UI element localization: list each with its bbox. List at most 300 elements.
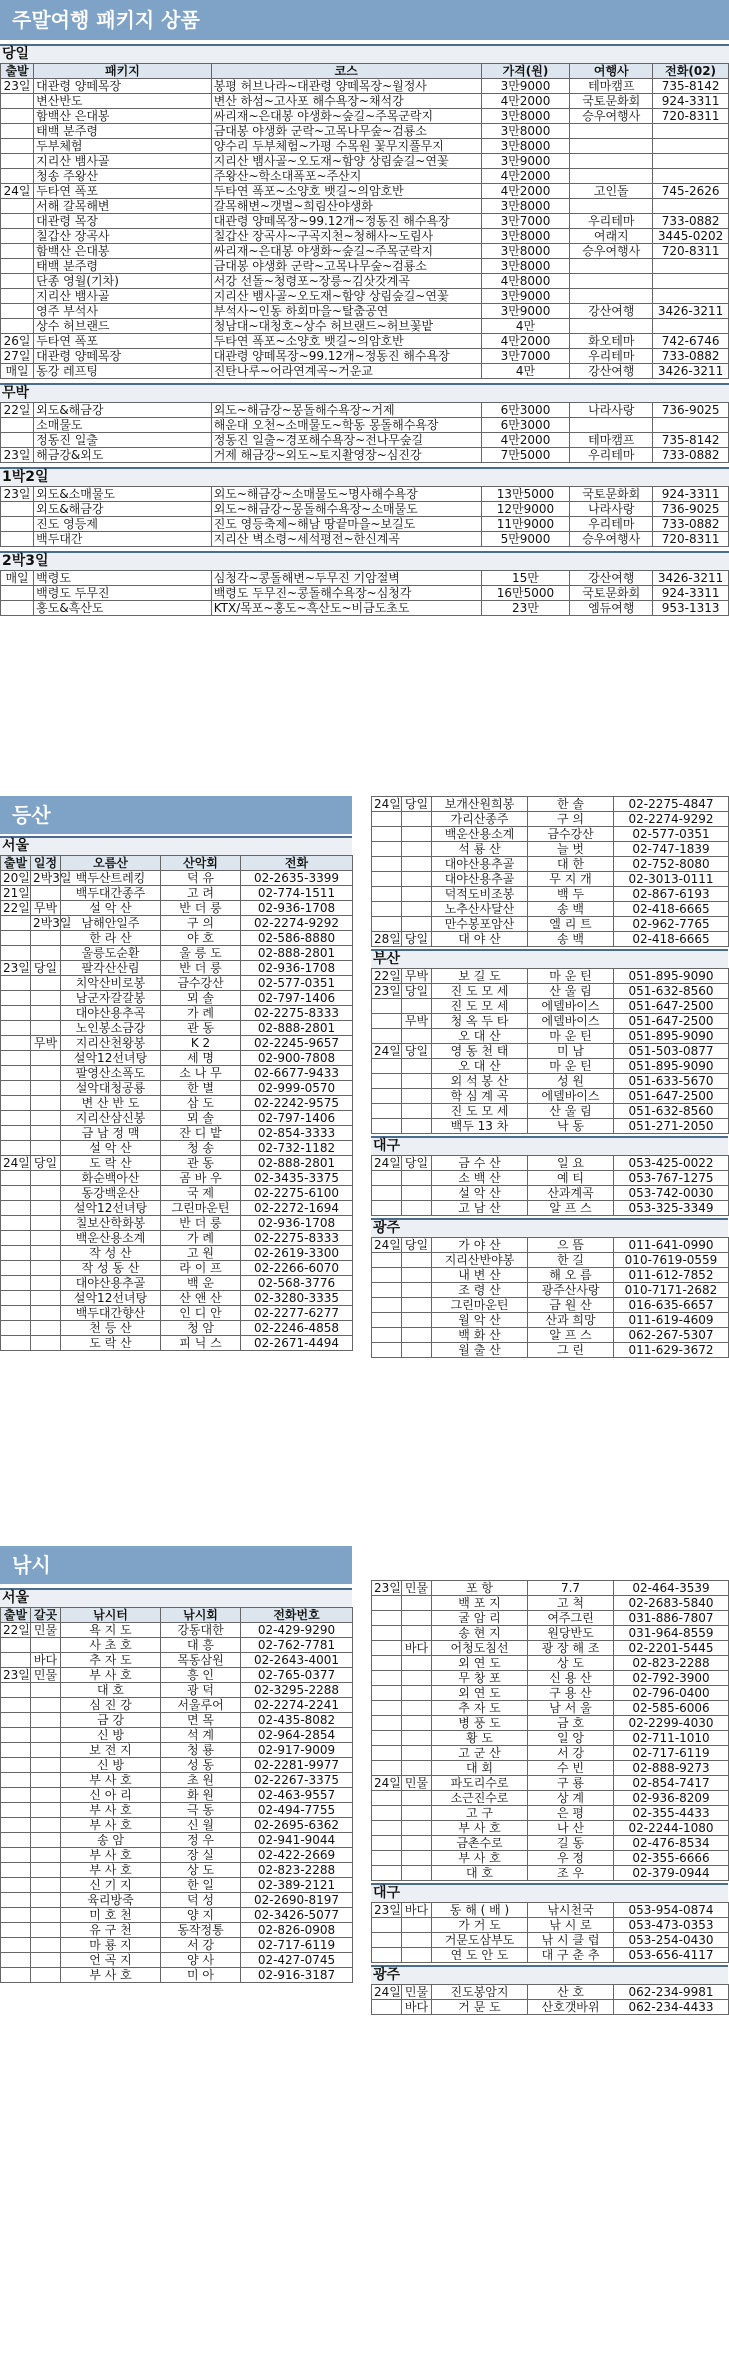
fishing-club: 산 호 <box>528 1985 614 2000</box>
departure-day <box>372 999 402 1014</box>
agency: 고인돌 <box>570 184 653 199</box>
club: 산과 희망 <box>528 1313 614 1328</box>
departure-day <box>372 1731 402 1746</box>
phone: 02-2242-9575 <box>241 1096 353 1111</box>
schedule <box>31 946 61 961</box>
schedule: 당일 <box>31 1156 61 1171</box>
fishing-club: 면 목 <box>161 1713 241 1728</box>
schedule: 당일 <box>402 984 432 999</box>
departure-day: 23일 <box>1 1668 31 1683</box>
course: 심청각~콩돌해변~두무진 기암절벽 <box>211 571 481 586</box>
hiking-row <box>372 797 729 812</box>
departure-day <box>1 304 34 319</box>
mountain: 소 백 산 <box>432 1171 528 1186</box>
hiking-row <box>1 1126 353 1141</box>
departure-day <box>1 532 34 547</box>
destination-type: 바다 <box>402 1641 432 1656</box>
fishing-spot: 부 사 호 <box>432 1821 528 1836</box>
fishing-row <box>372 1933 729 1948</box>
departure-day <box>1 1006 31 1021</box>
hiking-row <box>1 916 353 931</box>
phone: 02-999-0570 <box>241 1081 353 1096</box>
club: 에델바이스 <box>528 1089 614 1104</box>
mountain: 만수봉포암산 <box>432 917 528 932</box>
departure-day: 24일 <box>1 1156 31 1171</box>
fishing-club: 낚시천국 <box>528 1903 614 1918</box>
price: 7만5000 <box>481 448 570 463</box>
course: 청남대~대청호~상수 허브랜드~허브꽃밭 <box>211 319 481 334</box>
phone: 735-8142 <box>653 79 729 94</box>
schedule: 당일 <box>31 961 61 976</box>
phone: 053-656-4117 <box>614 1948 729 1963</box>
club: 한 별 <box>161 1081 241 1096</box>
phone: 053-954-0874 <box>614 1903 729 1918</box>
departure-day <box>1 1683 31 1698</box>
destination-type <box>402 1626 432 1641</box>
fishing-row <box>372 1806 729 1821</box>
mountain: 백운산용소계 <box>61 1231 161 1246</box>
fishing-club: 정 우 <box>161 1833 241 1848</box>
fishing-spot: 부 사 호 <box>61 1803 161 1818</box>
departure-day: 23일 <box>1 487 34 502</box>
club: 뫼 솔 <box>161 1111 241 1126</box>
column-header: 전화(02) <box>653 64 729 79</box>
schedule <box>31 1141 61 1156</box>
fishing-row <box>372 1866 729 1881</box>
phone: 02-427-0745 <box>241 1953 353 1968</box>
package-name: 대관령 양떼목장 <box>34 349 212 364</box>
schedule: 2박3일 <box>31 871 61 886</box>
phone: 02-2695-6362 <box>241 1818 353 1833</box>
column-header: 출발 <box>1 64 34 79</box>
departure-day <box>1 517 34 532</box>
departure-day <box>1 1638 31 1653</box>
phone: 062-234-9981 <box>614 1985 729 2000</box>
schedule <box>402 842 432 857</box>
package-row <box>1 79 729 94</box>
course: KTX/목포~홍도~흑산도~비금도초도 <box>211 601 481 616</box>
fishing-spot: 동 해 ( 배 ) <box>432 1903 528 1918</box>
departure-day <box>1 1216 31 1231</box>
fishing-row <box>372 1851 729 1866</box>
package-row <box>1 349 729 364</box>
club: 관 동 <box>161 1156 241 1171</box>
departure-day <box>1 1653 31 1668</box>
fishing-club: 은 평 <box>528 1806 614 1821</box>
fishing-spot: 미 호 천 <box>61 1908 161 1923</box>
phone: 053-767-1275 <box>614 1171 729 1186</box>
column-header: 패키지 <box>34 64 212 79</box>
destination-type: 민물 <box>31 1623 61 1638</box>
club: 청 송 <box>161 1141 241 1156</box>
package-row <box>1 199 729 214</box>
phone: 733-0882 <box>653 448 729 463</box>
departure-day <box>1 1066 31 1081</box>
fishing-row <box>372 1581 729 1596</box>
travel-group-label: 2박3일 <box>0 551 729 570</box>
phone: 02-6677-9433 <box>241 1066 353 1081</box>
destination-type <box>31 1698 61 1713</box>
region-label: 대구 <box>371 1136 728 1155</box>
fishing-club: 여주그린 <box>528 1611 614 1626</box>
phone: 02-3013-0111 <box>614 872 729 887</box>
mountain: 지리산반야봉 <box>432 1253 528 1268</box>
departure-day <box>372 887 402 902</box>
schedule <box>31 976 61 991</box>
departure-day: 23일 <box>372 1581 402 1596</box>
mountain: 설악12선녀탕 <box>61 1291 161 1306</box>
phone: 02-2635-3399 <box>241 871 353 886</box>
schedule: 당일 <box>402 1156 432 1171</box>
mountain: 오 대 산 <box>432 1029 528 1044</box>
phone: 736-9025 <box>653 403 729 418</box>
agency: 테마캠프 <box>570 79 653 94</box>
mountain: 칠보산학화봉 <box>61 1216 161 1231</box>
fishing-club: 서 강 <box>161 1938 241 1953</box>
fishing-row <box>372 1716 729 1731</box>
fishing-club: 화 원 <box>161 1788 241 1803</box>
phone: 02-2275-4847 <box>614 797 729 812</box>
destination-type: 민물 <box>402 1776 432 1791</box>
departure-day <box>1 1803 31 1818</box>
destination-type: 민물 <box>402 1581 432 1596</box>
phone: 02-2272-1694 <box>241 1201 353 1216</box>
agency: 화오테마 <box>570 334 653 349</box>
fishing-row <box>1 1938 353 1953</box>
mountain: 남해안일주 <box>61 916 161 931</box>
departure-day <box>1 418 34 433</box>
mountain: 백두대간향산 <box>61 1306 161 1321</box>
price: 4만2000 <box>481 433 570 448</box>
course: 정동진 일출~경포해수욕장~전나무숲길 <box>211 433 481 448</box>
package-row <box>1 109 729 124</box>
departure-day <box>1 1908 31 1923</box>
schedule <box>402 1343 432 1358</box>
mountain: 백두대간종주 <box>61 886 161 901</box>
club: 무 지 개 <box>528 872 614 887</box>
destination-type <box>402 1611 432 1626</box>
agency: 나라사랑 <box>570 502 653 517</box>
departure-day: 20일 <box>1 871 31 886</box>
fishing-spot: 신 기 지 <box>61 1878 161 1893</box>
page-title: 주말여행 패키지 상품 <box>12 8 200 32</box>
hiking-row <box>1 1111 353 1126</box>
phone: 02-774-1511 <box>241 886 353 901</box>
departure-day: 24일 <box>372 1985 402 2000</box>
departure-day <box>1 1231 31 1246</box>
departure-day <box>1 1833 31 1848</box>
club: 야 호 <box>161 931 241 946</box>
hiking-row <box>1 1336 353 1351</box>
hiking-row <box>1 1156 353 1171</box>
mountain: 울릉도순환 <box>61 946 161 961</box>
package-row <box>1 517 729 532</box>
agency <box>570 139 653 154</box>
phone: 051-647-2500 <box>614 1089 729 1104</box>
club: K 2 <box>161 1036 241 1051</box>
departure-day <box>372 1791 402 1806</box>
fishing-club: 산호갯바위 <box>528 2000 614 2015</box>
schedule <box>402 1298 432 1313</box>
course: 거제 해금강~외도~토지촬영장~심진강 <box>211 448 481 463</box>
mountain: 진 도 모 세 <box>432 999 528 1014</box>
phone: 02-936-1708 <box>241 901 353 916</box>
destination-type <box>402 1866 432 1881</box>
phone: 02-568-3776 <box>241 1276 353 1291</box>
fishing-spot: 신 아 리 <box>61 1788 161 1803</box>
destination-type <box>31 1878 61 1893</box>
club: 삼 도 <box>161 1096 241 1111</box>
hiking-row <box>372 932 729 947</box>
package-row <box>1 487 729 502</box>
package-name: 함백산 은대봉 <box>34 109 212 124</box>
phone: 02-2267-3375 <box>241 1773 353 1788</box>
course: 갈목해변~갯벌~희림산야생화 <box>211 199 481 214</box>
agency: 강산여행 <box>570 571 653 586</box>
club: 인 디 안 <box>161 1306 241 1321</box>
phone: 02-3426-5077 <box>241 1908 353 1923</box>
club: 한 솔 <box>528 797 614 812</box>
hiking-row <box>372 872 729 887</box>
schedule <box>402 812 432 827</box>
phone: 720-8311 <box>653 532 729 547</box>
course: 서강 선돌~청령포~장릉~김삿갓계곡 <box>211 274 481 289</box>
departure-day <box>372 1298 402 1313</box>
club: 미 남 <box>528 1044 614 1059</box>
fishing-club: 낚 시 클 럽 <box>528 1933 614 1948</box>
fishing-spot: 부 사 호 <box>61 1773 161 1788</box>
phone: 053-473-0353 <box>614 1918 729 1933</box>
phone: 016-635-6657 <box>614 1298 729 1313</box>
region-label: 서울 <box>0 836 352 855</box>
mountain: 동강백운산 <box>61 1186 161 1201</box>
departure-day <box>1 1848 31 1863</box>
destination-type <box>402 1731 432 1746</box>
fishing-club: 구 용 산 <box>528 1686 614 1701</box>
departure-day <box>1 1126 31 1141</box>
fishing-club: 상 계 <box>528 1791 614 1806</box>
departure-day <box>1 1321 31 1336</box>
fishing-spot: 부 사 호 <box>61 1968 161 1983</box>
fishing-club: 구 룡 <box>528 1776 614 1791</box>
agency: 승우여행사 <box>570 532 653 547</box>
schedule <box>402 1313 432 1328</box>
package-name: 진도 영등제 <box>34 517 212 532</box>
column-header: 낚시회 <box>161 1608 241 1623</box>
fishing-row <box>372 1656 729 1671</box>
fishing-club: 대 흥 <box>161 1638 241 1653</box>
fishing-row <box>1 1698 353 1713</box>
club: 산과계곡 <box>528 1186 614 1201</box>
fishing-spot: 황 도 <box>432 1731 528 1746</box>
phone <box>653 139 729 154</box>
club: 금 원 산 <box>528 1298 614 1313</box>
agency: 국토문화회 <box>570 586 653 601</box>
agency <box>570 289 653 304</box>
departure-day <box>372 1201 402 1216</box>
phone: 051-503-0877 <box>614 1044 729 1059</box>
fishing-spot: 언 곡 지 <box>61 1953 161 1968</box>
phone: 02-3435-3375 <box>241 1171 353 1186</box>
fishing-row <box>372 2000 729 2015</box>
departure-day: 22일 <box>1 901 31 916</box>
fishing-club: 신 월 <box>161 1818 241 1833</box>
package-name: 두타연 폭포 <box>34 334 212 349</box>
hiking-row <box>1 1216 353 1231</box>
mountain: 도 락 산 <box>61 1336 161 1351</box>
course: 부석사~인동 하회마을~탈춤공연 <box>211 304 481 319</box>
agency <box>570 124 653 139</box>
departure-day <box>372 1328 402 1343</box>
phone: 02-823-2288 <box>241 1863 353 1878</box>
package-name: 칠갑산 장곡사 <box>34 229 212 244</box>
departure-day: 26일 <box>1 334 34 349</box>
club: 곰 바 우 <box>161 1171 241 1186</box>
phone: 02-2671-4494 <box>241 1336 353 1351</box>
phone: 02-747-1839 <box>614 842 729 857</box>
schedule: 무박 <box>31 1036 61 1051</box>
travel-group-label: 당일 <box>0 44 729 63</box>
phone: 02-2274-9292 <box>614 812 729 827</box>
departure-day <box>372 1104 402 1119</box>
destination-type <box>402 1671 432 1686</box>
hiking-row <box>372 857 729 872</box>
departure-day: 24일 <box>372 1156 402 1171</box>
schedule <box>31 991 61 1006</box>
departure-day: 22일 <box>372 969 402 984</box>
destination-type <box>402 1746 432 1761</box>
departure-day <box>1 1171 31 1186</box>
departure-day <box>1 1878 31 1893</box>
price: 3만9000 <box>481 154 570 169</box>
fishing-club: 조 우 <box>528 1866 614 1881</box>
fishing-club: 원당반도 <box>528 1626 614 1641</box>
phone: 02-888-2801 <box>241 1021 353 1036</box>
mountain: 남군자갈갈봉 <box>61 991 161 1006</box>
fishing-spot: 부 사 호 <box>61 1818 161 1833</box>
package-row <box>1 139 729 154</box>
fishing-row <box>1 1713 353 1728</box>
price: 3만8000 <box>481 124 570 139</box>
hiking-row <box>1 976 353 991</box>
departure-day: 23일 <box>372 984 402 999</box>
schedule <box>402 1201 432 1216</box>
fishing-club: 상 도 <box>528 1656 614 1671</box>
phone: 02-752-8080 <box>614 857 729 872</box>
phone: 924-3311 <box>653 586 729 601</box>
phone: 02-2277-6277 <box>241 1306 353 1321</box>
schedule <box>402 1253 432 1268</box>
hiking-row <box>372 842 729 857</box>
header-row <box>1 856 353 871</box>
mountain: 백두 13 차 <box>432 1119 528 1134</box>
fishing-row <box>1 1833 353 1848</box>
hiking-row <box>372 1074 729 1089</box>
departure-day <box>372 902 402 917</box>
mountain: 노인봉소금강 <box>61 1021 161 1036</box>
schedule: 당일 <box>402 1044 432 1059</box>
price: 3만9000 <box>481 79 570 94</box>
club: 광주산사랑 <box>528 1283 614 1298</box>
package-name: 해금강&외도 <box>34 448 212 463</box>
mountain: 설 악 산 <box>432 1186 528 1201</box>
departure-day <box>372 827 402 842</box>
departure-day <box>372 2000 402 2015</box>
hiking-row <box>372 1059 729 1074</box>
price: 4만 <box>481 319 570 334</box>
club: 국 제 <box>161 1186 241 1201</box>
phone: 02-936-1708 <box>241 1216 353 1231</box>
schedule <box>402 1328 432 1343</box>
region-label: 광주 <box>371 1965 728 1984</box>
phone: 010-7171-2682 <box>614 1283 729 1298</box>
departure-day <box>1 1021 31 1036</box>
phone: 742-6746 <box>653 334 729 349</box>
fishing-spot: 신 방 <box>61 1728 161 1743</box>
hiking-table <box>371 1237 729 1358</box>
column-header: 일정 <box>31 856 61 871</box>
mountain: 덕적도비조봉 <box>432 887 528 902</box>
departure-day: 매일 <box>1 571 34 586</box>
mountain: 화순백아산 <box>61 1171 161 1186</box>
departure-day: 22일 <box>1 1623 31 1638</box>
departure-day <box>1 1758 31 1773</box>
hiking-row <box>372 969 729 984</box>
hiking-row <box>372 812 729 827</box>
travel-group-label: 무박 <box>0 383 729 402</box>
departure-day: 24일 <box>372 1776 402 1791</box>
schedule <box>402 1268 432 1283</box>
club: 반 더 룽 <box>161 901 241 916</box>
destination-type <box>31 1713 61 1728</box>
package-name: 서해 갈목해변 <box>34 199 212 214</box>
package-row <box>1 502 729 517</box>
phone: 735-8142 <box>653 433 729 448</box>
phone: 051-895-9090 <box>614 1029 729 1044</box>
phone: 733-0882 <box>653 517 729 532</box>
fishing-spot: 송 현 지 <box>432 1626 528 1641</box>
club: 가 례 <box>161 1231 241 1246</box>
departure-day: 28일 <box>372 932 402 947</box>
club: 해 오 름 <box>528 1268 614 1283</box>
phone: 02-936-8209 <box>614 1791 729 1806</box>
fishing-spot: 소근진수로 <box>432 1791 528 1806</box>
schedule: 무박 <box>402 1014 432 1029</box>
price: 13만5000 <box>481 487 570 502</box>
phone: 02-936-1708 <box>241 961 353 976</box>
mountain: 금 남 정 맥 <box>61 1126 161 1141</box>
fishing-club: 금 호 <box>528 1716 614 1731</box>
price: 23만 <box>481 601 570 616</box>
fishing-club: 성 동 <box>161 1758 241 1773</box>
mountain: 작 성 산 <box>61 1246 161 1261</box>
hiking-row <box>372 1044 729 1059</box>
course: 두타연 폭포~소양호 뱃길~의암호반 <box>211 184 481 199</box>
column-header: 여행사 <box>570 64 653 79</box>
package-row <box>1 94 729 109</box>
schedule <box>31 1051 61 1066</box>
schedule <box>402 917 432 932</box>
fishing-row <box>1 1773 353 1788</box>
mountain: 대야산용추곡 <box>61 1006 161 1021</box>
departure-day <box>1 1336 31 1351</box>
club: 구 의 <box>528 812 614 827</box>
phone: 02-2201-5445 <box>614 1641 729 1656</box>
departure-day <box>372 1119 402 1134</box>
destination-type: 바다 <box>402 1903 432 1918</box>
destination-type <box>402 1656 432 1671</box>
phone: 053-425-0022 <box>614 1156 729 1171</box>
